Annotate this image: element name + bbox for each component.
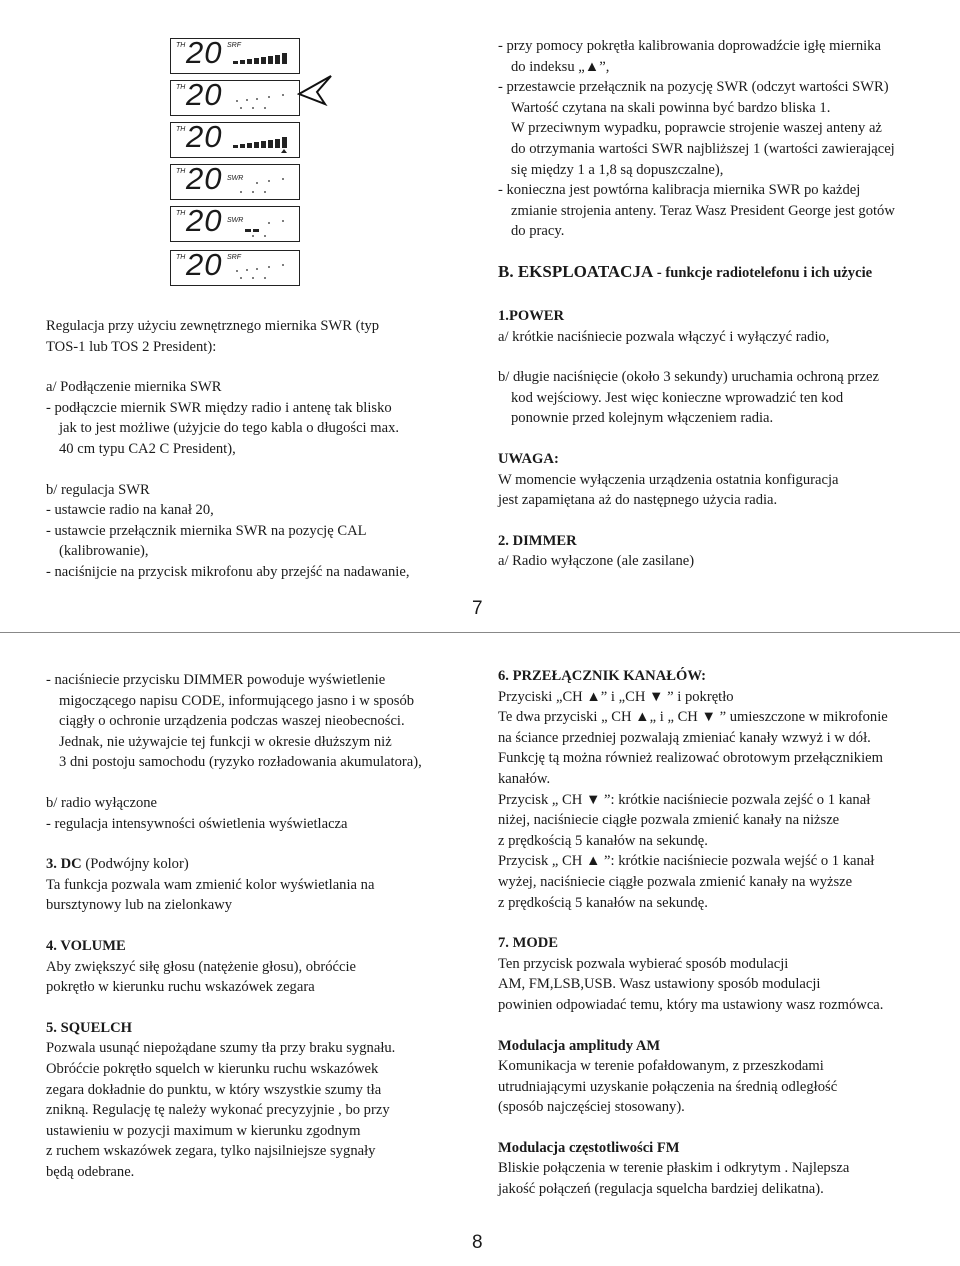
lcd-channel-digits: 20 [186,35,223,70]
text-line: jak to jest możliwe (użyjcie do tego kabla o długości max. [59,420,400,437]
page-number-bottom: 8 [472,1232,483,1253]
uwaga-heading: UWAGA: [498,450,559,467]
text-line: do indeksu „▲”, [511,58,610,75]
mode-heading: 7. MODE [498,935,558,952]
text-line: Aby zwiększyć siłę głosu (natężenie głosu), obróćcie [46,958,357,975]
squelch-heading: 5. SQUELCH [46,1019,132,1036]
text-line: - przy pomocy pokrętła kalibrowania doprowadźcie igłę miernika [498,38,881,54]
lcd-meter-scale [231,89,291,113]
lcd-mode-label: SWR [227,217,244,224]
text-line: powinien odpowiadać temu, który ma ustawiony wasz rozmówca. [498,996,884,1013]
lcd-th-label: TH [176,210,186,217]
text-line: ponownie przed kolejnym włączeniem radia. [511,410,774,427]
lcd-mode-label: SRF [227,42,241,49]
text-line: Bliskie połączenia w terenie płaskim i odkrytym . Najlepsza [498,1160,850,1177]
dc-heading-bold: 3. DC [46,856,82,873]
subsection-heading: b/ radio wyłączone [46,794,158,811]
lcd-panel-6 [170,247,300,286]
text-line: - naciśniecie przycisku DIMMER powoduje wyświetlenie [46,672,386,688]
lcd-channel-digits: 20 [186,119,223,154]
dimmer-heading: 2. DIMMER [498,532,577,549]
lcd-meter-scale [231,173,291,197]
lcd-th-label: TH [176,126,186,133]
page-number-top: 7 [472,598,483,619]
text-line: a/ Radio wyłączone (ale zasilane) [498,553,695,570]
text-line: - podłączcie miernik SWR między radio i antenę tak blisko [46,399,392,416]
text-line: będą odebrane. [46,1163,135,1180]
text-line: Ten przycisk pozwala wybierać sposób modulacji [498,955,789,972]
lcd-channel-digits: 20 [186,247,223,282]
text-line: zegara dokładnie do punktu, w który wszystkie szumy tła [46,1081,382,1098]
section-b-heading [498,262,872,284]
text-line: wyżej, naciśniecie ciągłe pozwala zmienić kanały na wyższe [498,873,853,890]
lcd-panel-4 [170,161,300,200]
text-line: Wartość czytana na skali powinna być bardzo bliska 1. [511,99,831,116]
text-line: TOS-1 lub TOS 2 President): [46,338,217,355]
text-line: b/ długie naciśnięcie (około 3 sekundy) uruchamia ochroną przez [498,369,879,386]
lcd-th-label: TH [176,42,186,49]
power-dimmer-section [498,306,879,572]
text-line: Przycisk „ CH ▲ ”: krótkie naciśniecie pozwala wejść o 1 kanał [498,853,875,870]
dc-heading-rest: (Podwójny kolor) [81,856,189,873]
text-line: ustawieniu w pozycji maximum w kierunku zgodnym [46,1122,361,1139]
text-line: utrudniającymi uzyskanie połączenia na średnią odległość [498,1078,838,1095]
text-line: W przeciwnym wypadku, poprawcie strojenie waszej anteny aż [511,120,882,137]
lcd-mode-label: SWR [227,175,244,182]
text-line: - konieczna jest powtórna kalibracja miernika SWR po każdej [498,182,861,199]
bottom-left-column [46,670,422,1182]
lcd-channel-digits: 20 [186,161,223,196]
text-line: - ustawcie radio na kanał 20, [46,502,214,519]
text-line: - przestawcie przełącznik na pozycję SWR (odczyt wartości SWR) [498,79,889,96]
pointer-arrow-icon [297,74,333,108]
text-line: do pracy. [511,223,565,240]
text-line: na ściance przedniej pozwalają zmieniać kanały wzwyż i w dół. [498,729,871,746]
power-heading: 1.POWER [498,308,565,324]
text-line: z prędkością 5 kanałów na sekundę. [498,894,708,911]
text-line: migoczącego napisu CODE, informującego jasno i w sposób [59,692,415,709]
section-subtitle: - funkcje radiotelefonu i ich użycie [653,265,873,281]
text-line: kanałów. [498,770,551,787]
text-line: bursztynowy lub na zielonkawy [46,897,233,914]
text-line: AM, FM,LSB,USB. Wasz ustawiony sposób modulacji [498,976,821,993]
bottom-right-column [498,666,888,1200]
text-line: pokrętło w kierunku ruchu wskazówek zegara [46,979,315,996]
text-line: 40 cm typu CA2 C President), [59,440,236,457]
lcd-th-label: TH [176,84,186,91]
text-line: znikną. Regulację tę należy wykonać precyzyjnie , bo przy [46,1102,390,1119]
lcd-channel-digits: 20 [186,203,223,238]
swr-regulation-section [46,316,409,583]
subsection-heading: a/ Podłączenie miernika SWR [46,379,222,396]
lcd-meter-bars [231,215,291,239]
lcd-th-label: TH [176,254,186,261]
text-line: Przycisk „ CH ▼ ”: krótkie naciśniecie pozwala zejść o 1 kanał [498,791,871,808]
calibration-steps [498,36,895,242]
text-line: Pozwala usunąć niepożądane szumy tła przy braku sygnału. [46,1040,396,1057]
text-line: - regulacja intensywności oświetlenia wyświetlacza [46,815,348,832]
text-line: Funkcję tą można również realizować obrotowym przełącznikiem [498,750,883,767]
lcd-channel-digits: 20 [186,77,223,112]
text-line: Te dwa przyciski „ CH ▲„ i „ CH ▼ ” umieszczone w mikrofonie [498,709,888,726]
text-line: Ta funkcja pozwala wam zmienić kolor wyświetlania na [46,876,375,893]
text-line: kod wejściowy. Jest więc konieczne wprowadzić ten kod [511,389,844,406]
text-line: W momencie wyłączenia urządzenia ostatnia konfiguracja [498,471,839,488]
text-line: do otrzymania wartości SWR najbliższej 1 (wartości zawierającej [511,140,895,157]
page-divider [0,632,960,633]
lcd-panel-5 [170,203,300,242]
text-line: jest zapamiętana aż do następnego użycia radia. [498,492,778,509]
volume-heading: 4. VOLUME [46,937,126,954]
dc-heading [46,854,422,875]
lcd-panel-1 [170,35,300,74]
text-line: z ruchem wskazówek zegara, tylko najsilniejsze sygnały [46,1143,376,1160]
text-line: (kalibrowanie), [59,543,149,560]
lcd-mode-label: SRF [227,254,241,261]
text-line: - naciśnijcie na przycisk mikrofonu aby przejść na nadawanie, [46,563,410,580]
text-line: Komunikacja w terenie pofałdowanym, z przeszkodami [498,1058,824,1075]
section-title: B. EKSPLOATACJA [498,262,654,281]
subsection-heading: b/ regulacja SWR [46,481,150,498]
lcd-panel-3 [170,119,300,158]
text-line: (sposób najczęściej stosowany). [498,1099,685,1116]
lcd-meter-scale [231,259,291,283]
channel-switch-heading: 6. PRZEŁĄCZNIK KANAŁÓW: [498,668,706,684]
text-line: Obróćcie pokrętło squelch w kierunku ruchu wskazówek [46,1060,379,1077]
text-line: niżej, naciśniecie ciągłe pozwala zmienić kanały na niższe [498,812,840,829]
text-line: jakość połączeń (regulacja squelcha bardziej delikatna). [498,1181,824,1198]
text-line: ciągły o ochronie urządzenia podczas waszej nieobecności. [59,713,405,730]
text-line: Przyciski „CH ▲” i „CH ▼ ” i pokrętło [498,688,734,705]
text-line: się między 1 a 1,8 są dopuszczalne), [511,161,724,178]
text-line: 3 dni postoju samochodu (ryzyko rozładowania akumulatora), [59,754,422,771]
fm-heading: Modulacja częstotliwości FM [498,1139,680,1156]
text-line: Regulacja przy użyciu zewnętrznego miernika SWR (typ [46,318,380,334]
lcd-meter-bars [231,131,291,155]
text-line: z prędkością 5 kanałów na sekundę. [498,832,708,849]
am-heading: Modulacja amplitudy AM [498,1037,661,1054]
text-line: zmianie strojenia anteny. Teraz Wasz President George jest gotów [511,202,895,219]
lcd-th-label: TH [176,168,186,175]
lcd-panel-2 [170,77,300,116]
text-line: - ustawcie przełącznik miernika SWR na pozycję CAL [46,522,367,539]
lcd-meter-bars [231,47,291,71]
text-line: a/ krótkie naciśniecie pozwala włączyć i wyłączyć radio, [498,328,830,345]
text-line: Jednak, nie używajcie tej funkcji w okresie dłuższym niż [59,733,392,750]
